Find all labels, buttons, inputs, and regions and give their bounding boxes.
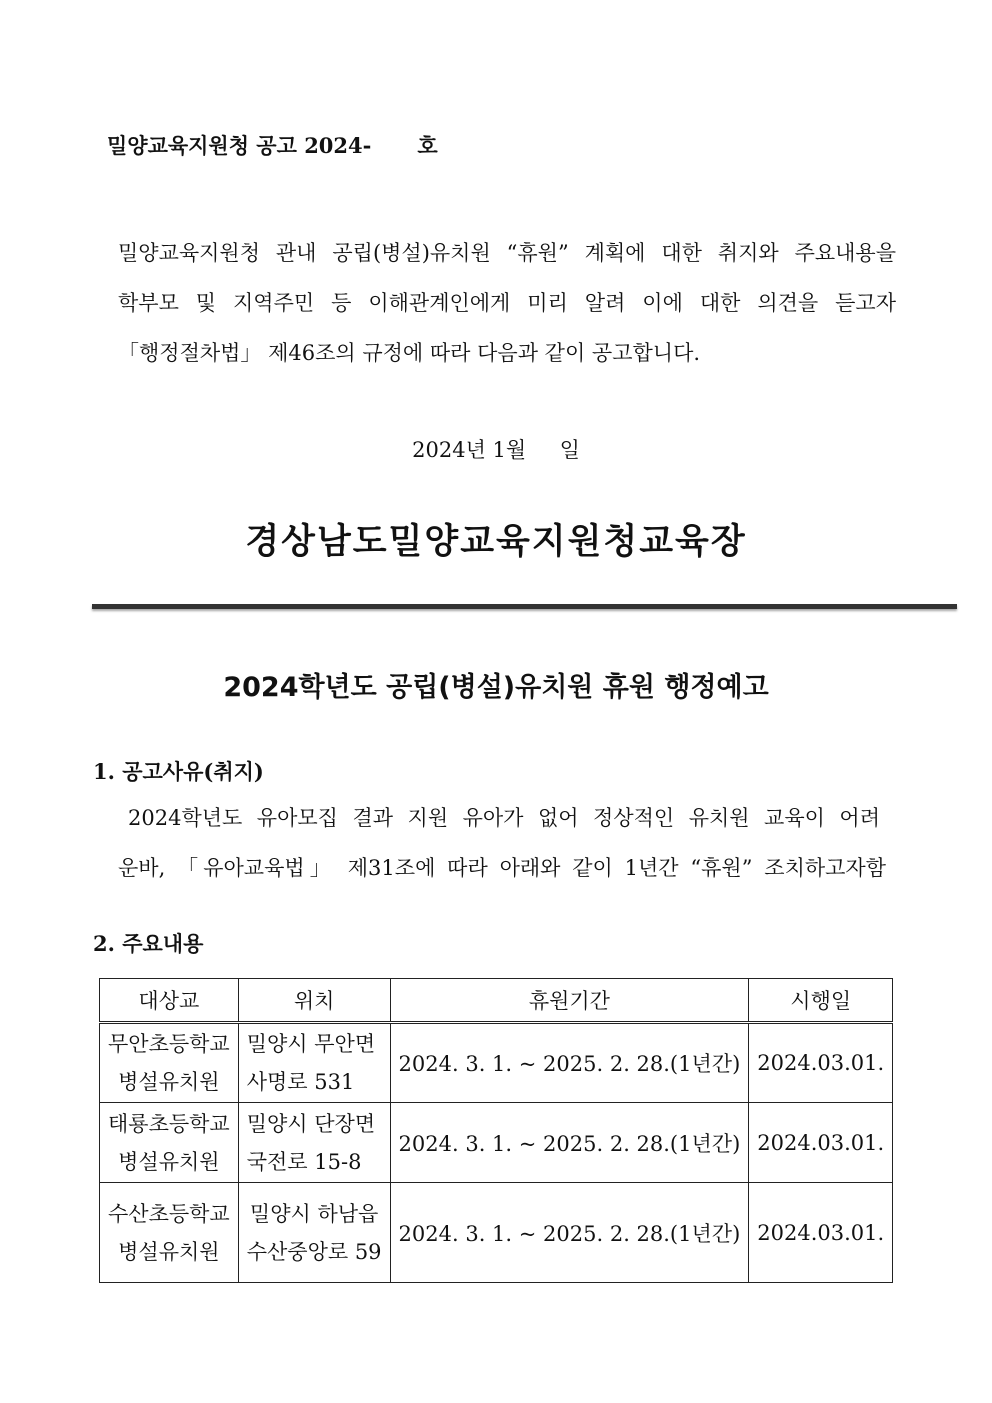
- school-name: 무안초등학교: [108, 1032, 230, 1056]
- divider: [92, 604, 957, 609]
- header-start-date: 시행일: [749, 979, 893, 1023]
- table-row: [100, 1023, 893, 1103]
- closure-period: 2024. 3. 1. ~ 2025. 2. 28.(1년간): [390, 1183, 749, 1283]
- notice-number: [107, 130, 438, 160]
- notice-prefix: 밀양교육지원청 공고 2024-: [107, 133, 372, 158]
- school-kindergarten: 병설유치원: [118, 1239, 220, 1264]
- table-row: [100, 1103, 893, 1183]
- location-line-1: 밀양시 단장면: [246, 1111, 376, 1136]
- school-kindergarten: 병설유치원: [118, 1149, 220, 1174]
- reason-line-1: 2024학년도 유아모집 결과 지원 유아가 없어 정상적인 유치원 교육이 어려: [128, 806, 880, 830]
- section-1-heading: 1. 공고사유(취지): [93, 759, 264, 784]
- location-cell: [238, 1103, 390, 1183]
- notice-date: 2024년 1월 일: [412, 438, 580, 462]
- school-kindergarten: 병설유치원: [118, 1070, 220, 1094]
- school-name: 태룡초등학교: [108, 1111, 230, 1136]
- table-row: [100, 1183, 893, 1283]
- notice-suffix: 호: [417, 133, 438, 158]
- section-2-heading: 2. 주요내용: [93, 931, 204, 956]
- school-cell: [100, 1103, 239, 1183]
- intro-line-1: 밀양교육지원청 관내 공립(병설)유치원 “휴원” 계획에 대한 취지와 주요내용을: [118, 241, 896, 265]
- location-cell: [238, 1183, 390, 1283]
- header-location: 위치: [238, 979, 390, 1023]
- closure-schedule-table: [99, 978, 893, 1283]
- closure-period: 2024. 3. 1. ~ 2025. 2. 28.(1년간): [390, 1103, 749, 1183]
- location-cell: [238, 1023, 390, 1103]
- location-line-2: 국전로 15-8: [246, 1149, 362, 1174]
- start-date: 2024.03.01.: [749, 1103, 893, 1183]
- school-name: 수산초등학교: [108, 1201, 230, 1226]
- reason-line-2: 운바, 「유아교육법」 제31조에 따라 아래와 같이 1년간 “휴원” 조치하고자함: [118, 856, 886, 880]
- start-date: 2024.03.01.: [749, 1023, 893, 1103]
- location-line-1: 밀양시 무안면: [246, 1032, 376, 1056]
- start-date: 2024.03.01.: [749, 1183, 893, 1283]
- table-header-row: [100, 979, 893, 1023]
- location-line-1: 밀양시 하남읍: [249, 1201, 379, 1226]
- intro-line-2: 학부모 및 지역주민 등 이해관계인에게 미리 알려 이에 대한 의견을 듣고자: [118, 291, 896, 315]
- intro-line-3: 「행정절차법」 제46조의 규정에 따라 다음과 같이 공고합니다.: [118, 341, 701, 365]
- closure-period: 2024. 3. 1. ~ 2025. 2. 28.(1년간): [390, 1023, 749, 1103]
- document-title: 2024학년도 공립(병설)유치원 휴원 행정예고: [223, 672, 769, 703]
- header-period: 휴원기간: [390, 979, 749, 1023]
- location-line-2: 수산중앙로 59: [246, 1239, 382, 1264]
- issuer-name: 경상남도밀양교육지원청교육장: [245, 522, 747, 562]
- school-cell: [100, 1023, 239, 1103]
- location-line-2: 사명로 531: [246, 1070, 355, 1094]
- school-cell: [100, 1183, 239, 1283]
- header-school: 대상교: [100, 979, 239, 1023]
